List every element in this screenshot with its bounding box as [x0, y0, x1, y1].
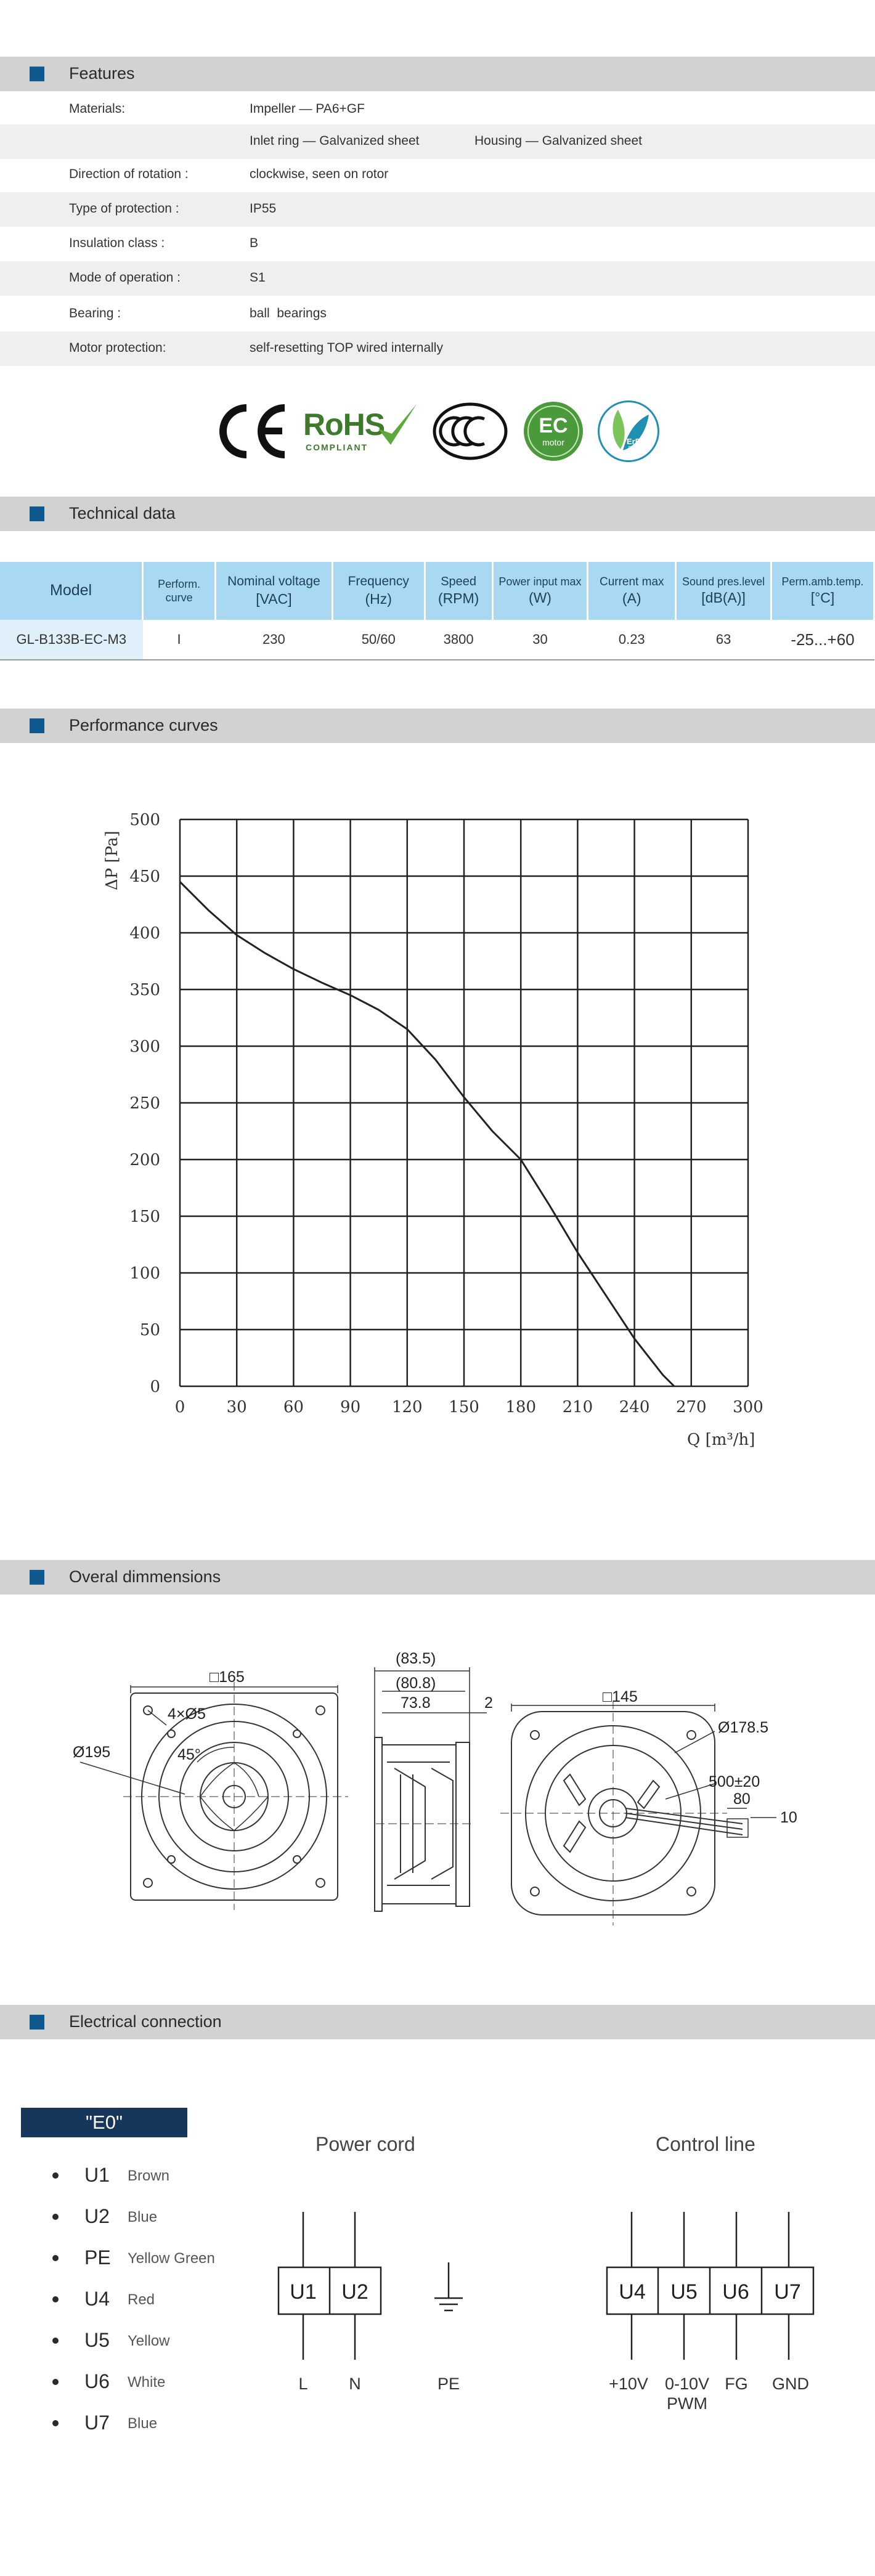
dim-back-end: 10 [780, 1809, 797, 1826]
feature-value: ball bearings [250, 306, 327, 320]
dim-front-angle: 45° [177, 1746, 201, 1763]
table-cell: 3800 [425, 620, 492, 660]
feature-row-operation [0, 261, 875, 296]
power-cord-title: Power cord [315, 2133, 415, 2155]
feature-row-bearing [0, 297, 875, 331]
x-tick-label: 30 [226, 1398, 247, 1416]
label-n: N [349, 2375, 361, 2393]
terminal-u5: U5 [670, 2280, 698, 2304]
dim-back-diameter: Ø178.5 [718, 1719, 769, 1736]
col-header: Perm.amb.temp. [°C] [771, 562, 874, 620]
terminal-u6: U6 [722, 2280, 749, 2304]
feature-row-insulation [0, 227, 875, 261]
bullet-icon [52, 2172, 59, 2179]
y-tick-label: 50 [139, 1321, 160, 1339]
dim-side-body: (80.8) [396, 1675, 436, 1692]
y-tick-label: 250 [129, 1094, 160, 1113]
col-header: Nominal voltage [VAC] [216, 562, 333, 620]
table-cell-model: GL-B133B-EC-M3 [0, 620, 143, 660]
x-tick-label: 60 [283, 1398, 304, 1416]
y-tick-label: 350 [129, 981, 160, 999]
y-tick-label: 300 [129, 1038, 160, 1056]
feature-value: self-resetting TOP wired internally [250, 341, 443, 355]
ce-logo [216, 400, 290, 462]
technical-data-table [0, 562, 875, 660]
dim-front-diameter: Ø195 [73, 1744, 111, 1761]
x-tick-label: 300 [733, 1398, 763, 1416]
y-axis-label: ΔP [Pa] [103, 831, 121, 890]
x-tick-label: 270 [675, 1398, 707, 1416]
section-electrical-header [0, 2005, 875, 2039]
label-pwm: PWM [667, 2394, 707, 2409]
feature-label: Direction of rotation : [69, 167, 189, 181]
feature-label: Insulation class : [69, 236, 165, 250]
connection-code-badge: "E0" [21, 2108, 187, 2137]
section-title: Overal dimmensions [69, 1567, 221, 1586]
table-row [0, 620, 874, 660]
feature-value: clockwise, seen on rotor [250, 167, 389, 181]
table-cell: 63 [676, 620, 771, 660]
section-technical-header [0, 497, 875, 531]
terminal-u7: U7 [774, 2280, 801, 2304]
dim-front-square: □165 [210, 1668, 245, 1686]
label-10v: +10V [609, 2375, 648, 2393]
feature-value: S1 [250, 270, 266, 285]
dim-front-holes: 4×Ø5 [168, 1705, 206, 1723]
terminal-u4: U4 [619, 2280, 646, 2304]
front-view-drawing [80, 1682, 348, 1910]
x-tick-label: 120 [391, 1398, 423, 1416]
label-pe: PE [437, 2375, 460, 2393]
feature-row-protection [0, 192, 875, 227]
feature-value: Impeller — PA6+GF [250, 102, 365, 116]
feature-value-2: Housing — Galvanized sheet [474, 134, 642, 148]
dim-side-flange: 2 [484, 1694, 493, 1712]
y-tick-label: 150 [129, 1208, 160, 1226]
dim-back-strip: 80 [733, 1790, 751, 1808]
dim-side-overall: (83.5) [396, 1650, 436, 1667]
table-cell: -25...+60 [771, 620, 874, 660]
feature-row-motor-protection [0, 331, 875, 366]
label-fg: FG [725, 2375, 748, 2393]
col-header: Power input max (W) [492, 562, 588, 620]
chart-series [180, 882, 674, 1386]
erp-logo: ErP 2015 [598, 400, 659, 462]
table-cell: 230 [216, 620, 333, 660]
check-icon [376, 402, 419, 451]
x-tick-label: 240 [619, 1398, 650, 1416]
dim-side-depth: 73.8 [401, 1694, 431, 1712]
section-title: Features [69, 64, 135, 83]
y-tick-label: 100 [129, 1264, 160, 1283]
table-header-row [0, 562, 874, 620]
y-tick-label: 200 [129, 1151, 160, 1169]
section-features-header [0, 57, 875, 91]
y-tick-label: 0 [150, 1378, 160, 1396]
section-title: Performance curves [69, 716, 218, 734]
dim-back-square: □145 [603, 1688, 638, 1705]
ec-motor-logo: EC motor [524, 402, 583, 461]
col-header: Current max (A) [588, 562, 676, 620]
y-tick-label: 500 [129, 811, 160, 829]
feature-value: Inlet ring — Galvanized sheet [250, 134, 420, 148]
section-marker-icon [30, 2015, 44, 2030]
table-cell: I [143, 620, 216, 660]
section-dimensions-header [0, 1560, 875, 1595]
section-title: Technical data [69, 504, 176, 522]
control-line-title: Control line [656, 2133, 755, 2155]
feature-row-materials-2 [0, 124, 875, 159]
feature-label: Type of protection : [69, 201, 179, 216]
performance-chart [0, 782, 875, 1473]
col-header: Speed (RPM) [425, 562, 492, 620]
wiring-diagram [0, 2200, 875, 2409]
x-tick-label: 150 [449, 1398, 479, 1416]
section-marker-icon [30, 1570, 44, 1585]
col-header: Frequency (Hz) [332, 562, 425, 620]
chart-ticks [129, 811, 763, 1416]
feature-value: IP55 [250, 201, 277, 216]
x-tick-label: 210 [562, 1398, 593, 1416]
col-header: Perform. curve [143, 562, 216, 620]
feature-label: Bearing : [69, 306, 121, 320]
section-performance-header [0, 709, 875, 743]
feature-row-materials [0, 92, 875, 127]
table-cell: 30 [492, 620, 588, 660]
bullet-icon [52, 2420, 59, 2426]
label-0-10v: 0-10V [664, 2375, 710, 2393]
dimension-drawings [0, 1627, 875, 1947]
y-tick-label: 400 [129, 924, 160, 943]
ccc-logo [431, 402, 509, 461]
table-cell: 0.23 [588, 620, 676, 660]
y-tick-label: 450 [129, 867, 160, 886]
col-header: Model [0, 562, 143, 620]
feature-row-rotation [0, 158, 875, 192]
section-marker-icon [30, 718, 44, 733]
x-tick-label: 180 [505, 1398, 537, 1416]
feature-label: Materials: [69, 102, 126, 116]
terminal-u2: U2 [341, 2280, 368, 2304]
chart-grid [180, 819, 748, 1386]
feature-value: B [250, 236, 259, 250]
section-marker-icon [30, 67, 44, 81]
feature-label: Mode of operation : [69, 270, 181, 285]
label-gnd: GND [772, 2375, 809, 2393]
x-tick-label: 90 [340, 1398, 361, 1416]
x-tick-label: 0 [174, 1398, 185, 1416]
terminal-u1: U1 [290, 2280, 317, 2304]
series-line [180, 882, 674, 1386]
side-view-drawing [375, 1667, 487, 1911]
section-title: Electrical connection [69, 2012, 222, 2031]
x-axis-label: Q [m³/h] [687, 1431, 755, 1449]
col-header: Sound pres.level [dB(A)] [676, 562, 771, 620]
label-l: L [298, 2375, 308, 2393]
section-marker-icon [30, 506, 44, 521]
feature-label: Motor protection: [69, 341, 166, 355]
dim-back-cable-length: 500±20 [709, 1773, 760, 1790]
table-cell: 50/60 [332, 620, 425, 660]
rohs-logo: RoHS COMPLIANT [303, 402, 420, 461]
